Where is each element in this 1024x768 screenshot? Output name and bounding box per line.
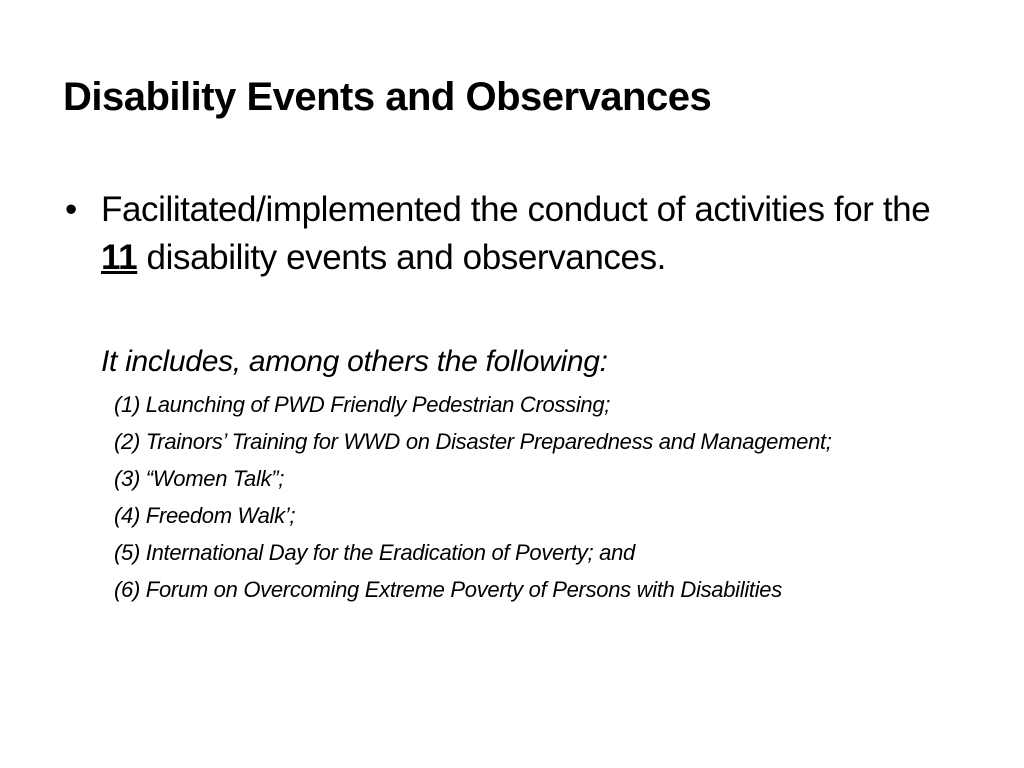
bullet-text-before: Facilitated/implemented the conduct of activities for the — [101, 190, 931, 229]
event-item-2: (2) Trainors’ Training for WWD on Disaster Preparedness and Management; — [114, 429, 832, 454]
event-list — [114, 390, 934, 612]
main-bullet — [63, 186, 963, 282]
event-item-5: (5) International Day for the Eradication of Poverty; and — [114, 540, 635, 565]
event-item-4: (4) Freedom Walk’; — [114, 503, 296, 528]
event-item-6: (6) Forum on Overcoming Extreme Poverty of Persons with Disabilities — [114, 577, 782, 602]
event-count: 11 — [101, 238, 138, 277]
event-item-3: (3) “Women Talk”; — [114, 466, 285, 491]
bullet-text-after: disability events and observances. — [137, 238, 667, 277]
event-item-1: (1) Launching of PWD Friendly Pedestrian Crossing; — [114, 392, 611, 417]
sub-intro-text: It includes, among others the following: — [101, 345, 608, 378]
slide-title: Disability Events and Observances — [63, 75, 712, 119]
bullet-dot-icon: • — [65, 190, 77, 229]
bullet-text — [63, 186, 963, 282]
